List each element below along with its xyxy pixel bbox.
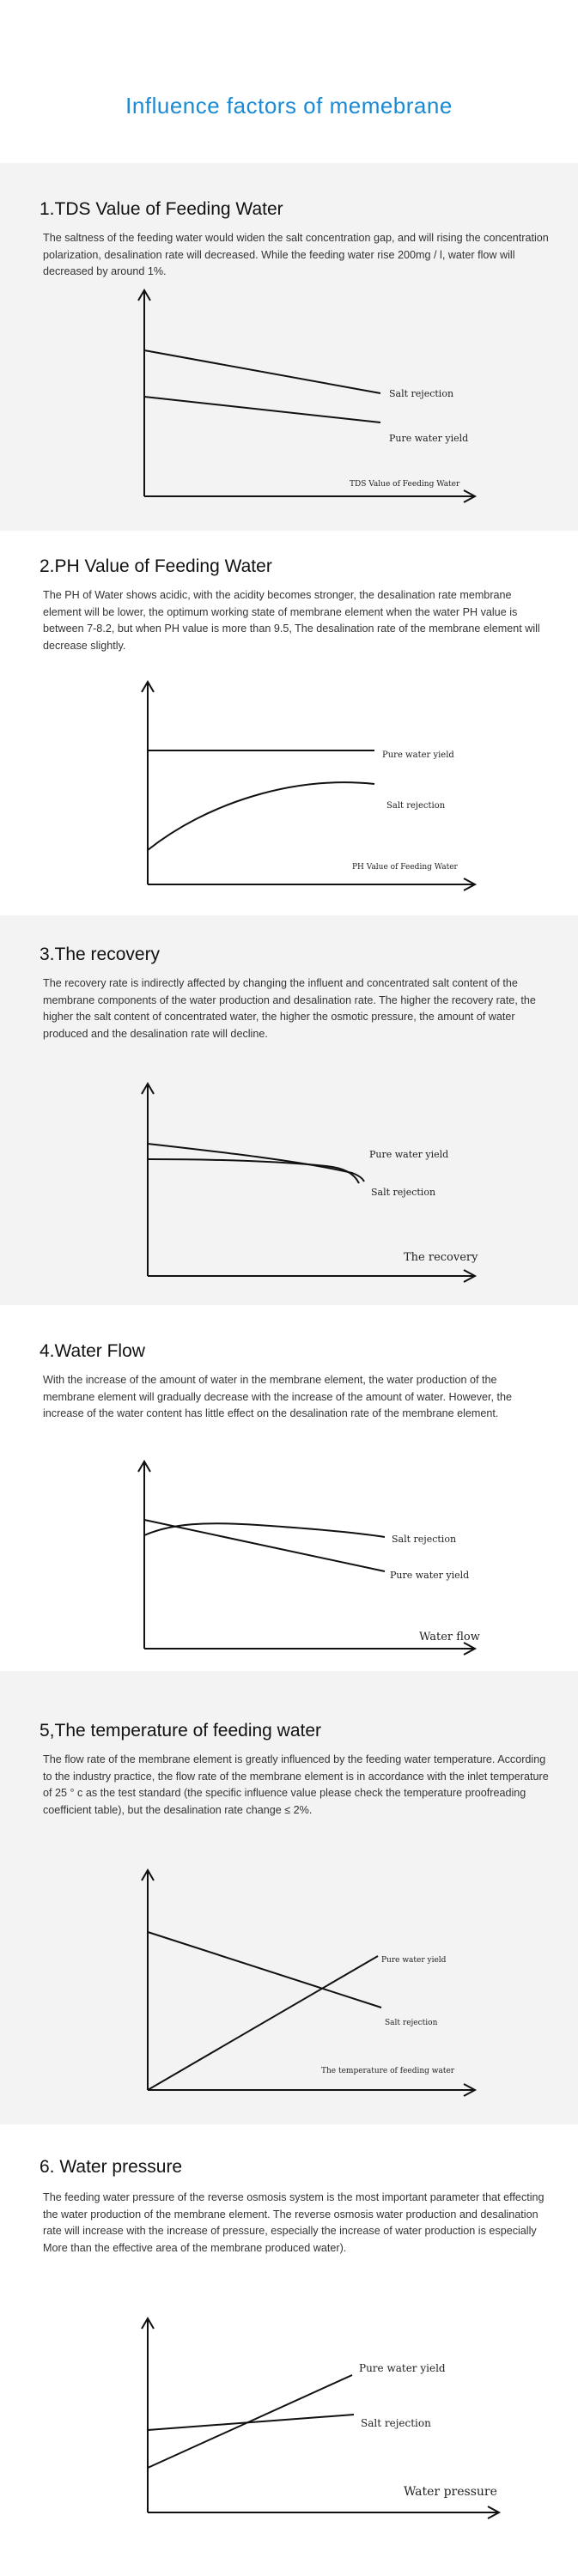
chart-label: Pure water yield [389,433,469,444]
section-temperature [0,1671,578,2124]
section-heading: 1.TDS Value of Feeding Water [40,199,283,219]
chart-label: Salt rejection [392,1534,457,1545]
section-recovery [0,915,578,1305]
section-text: The flow rate of the membrane element is greatly influenced by the feeding water temperature. According to the industry practice, the flow rate of the membrane element is in accordance with the inlet temperature of 25 ° c as the test standard (the specific influence value please check the temperature proofreading coefficient table), but the desalination rate change ≤ 2%. [43,1753,549,1816]
temperature-chart [0,1671,578,2124]
chart-label: Pure water yield [382,750,454,760]
chart-label: Salt rejection [386,801,446,811]
pure-water-yield-line [144,397,380,422]
water-pressure-chart [0,2124,578,2576]
x-axis-label: PH Value of Feeding Water [352,863,458,872]
x-axis-label: TDS Value of Feeding Water [350,480,460,489]
section-text: With the increase of the amount of water in the membrane element, the water production of the membrane element will gradually decrease with the increase of the amount of water. However, the increase of the water content has little effect on the desalination rate of the membrane element. [43,1374,513,1419]
section-heading: 3.The recovery [40,945,161,964]
section-water-pressure [0,2124,578,2576]
ph-chart [0,531,578,915]
salt-rejection-line [148,1159,359,1183]
section-heading: 5,The temperature of feeding water [40,1721,322,1741]
x-axis-label: Water pressure [404,2485,497,2499]
recovery-chart [0,915,578,1305]
chart-label: Pure water yield [390,1570,470,1581]
section-water-flow [0,1305,578,1671]
x-axis-label: The temperature of feeding water [321,2067,455,2075]
water-flow-chart [0,1305,578,1671]
pure-water-yield-line [148,1144,364,1182]
section-heading: 6. Water pressure [40,2157,183,2177]
section-text: The feeding water pressure of the reverse osmosis system is the most important parameter that effecting the water production of the membrane element. The reverse osmosis water production and desalination rate will increase with the increase of pressure, especially the increase of water production is especially More than the effective area of the membrane produced water). [43,2191,545,2254]
chart-label: Salt rejection [385,2019,438,2027]
chart-label: Salt rejection [361,2417,431,2429]
salt-rejection-line [144,350,380,393]
chart-label: Pure water yield [369,1149,449,1160]
salt-rejection-line [148,782,374,850]
chart-label: Salt rejection [389,388,454,399]
chart-label: Pure water yield [381,1956,447,1965]
x-axis-label: The recovery [404,1251,478,1264]
salt-rejection-line [144,1523,385,1537]
tds-chart [0,163,578,531]
salt-rejection-line [148,2415,354,2430]
pure-water-yield-line [144,1520,385,1571]
section-text: The PH of Water shows acidic, with the acidity becomes stronger, the desalination rate membrane element will be lower, the optimum working state of membrane element when the water PH value is between 7-8.2, but when PH value is more than 9.5, The desalination rate of the membrane element will decrease slightly. [43,589,540,652]
section-text: The recovery rate is indirectly affected by changing the influent and concentrated salt content of the membrane components of the water production and desalination rate. The higher the recovery rate, the higher the salt content of concentrated water, the higher the osmotic pressure, the amount of water produced and the desalination rate will decline. [43,977,536,1040]
section-ph [0,531,578,915]
section-text: The saltness of the feeding water would widen the salt concentration gap, and will rising the concentration polarization, desalination rate will decreased. While the feeding water rise 200mg / l, water flow will decreased by around 1%. [43,232,549,277]
section-heading: 4.Water Flow [40,1341,145,1361]
section-tds [0,163,578,531]
chart-label: Salt rejection [371,1187,436,1198]
page-title: Influence factors of memebrane [125,93,453,118]
section-heading: 2.PH Value of Feeding Water [40,556,272,576]
salt-rejection-line [148,1932,381,2008]
x-axis-label: Water flow [419,1631,480,1643]
chart-label: Pure water yield [359,2362,446,2374]
pure-water-yield-line [148,2375,352,2468]
